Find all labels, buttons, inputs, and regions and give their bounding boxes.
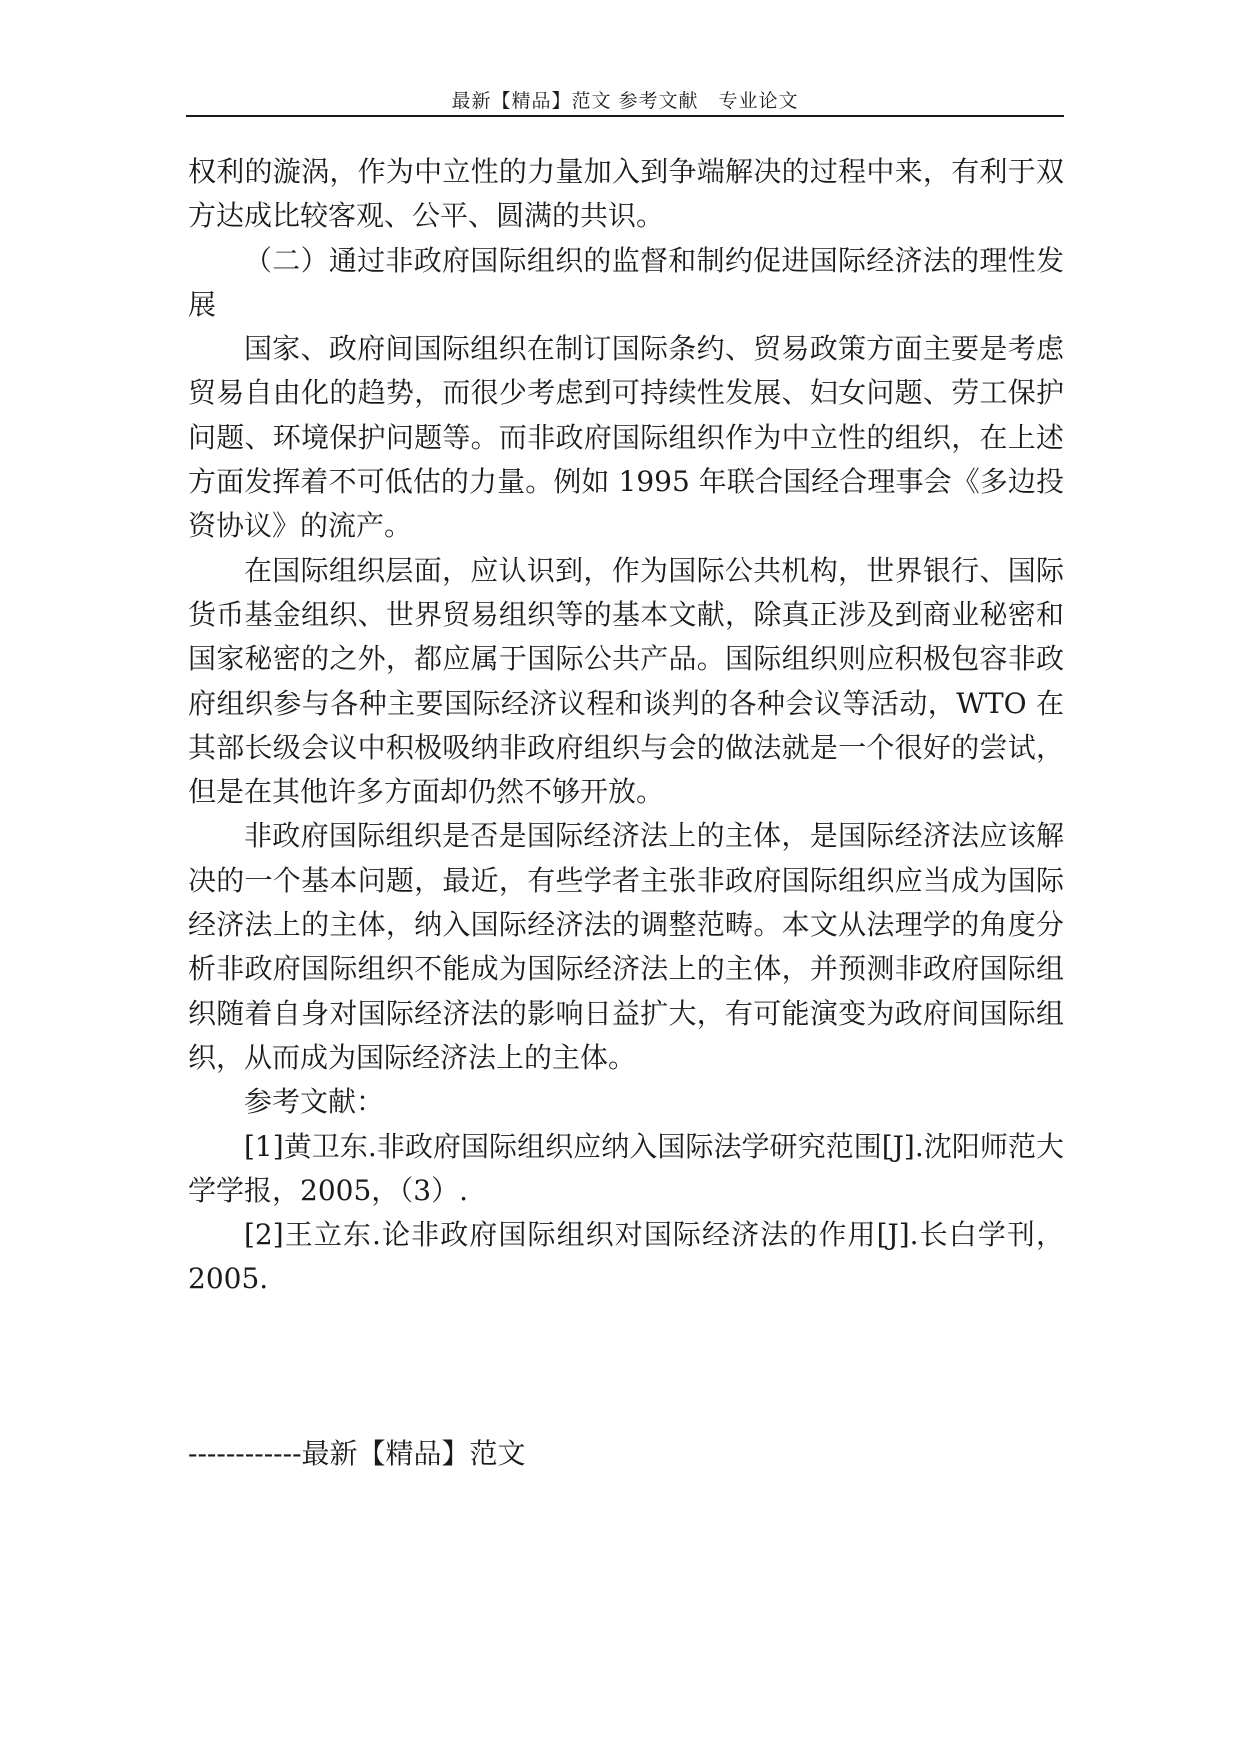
section-heading: （二）通过非政府国际组织的监督和制约促进国际经济法的理性发展: [188, 243, 1064, 321]
header-divider: [186, 115, 1064, 117]
reference-item: [2]王立东.论非政府国际组织对国际经济法的作用[J].长白学刊，2005.: [188, 1218, 1064, 1296]
page-header: 最新【精品】范文 参考文献 专业论文: [451, 90, 799, 112]
references-heading: 参考文献：: [244, 1085, 385, 1119]
paragraph: 非政府国际组织是否是国际经济法上的主体，是国际经济法应该解决的一个基本问题，最近，有些学者主张非政府国际组织应当成为国际经济法上的主体，纳入国际经济法的调整范畴。本文从法理学的角度分析非政府国际组织不能成为国际经济法上的主体，并预测非政府国际组织随着自身对国际经济法的影响日益扩大，有可能演变为政府间国际组织，从而成为国际经济法上的主体。: [188, 819, 1064, 1074]
document-body: [188, 150, 1064, 1302]
paragraph: 国家、政府间国际组织在制订国际条约、贸易政策方面主要是考虑贸易自由化的趋势，而很少考虑到可持续性发展、妇女问题、劳工保护问题、环境保护问题等。而非政府国际组织作为中立性的组织，在上述方面发挥着不可低估的力量。例如 1995 年联合国经合理事会《多边投资协议》的流产。: [188, 332, 1064, 543]
reference-item: [1]黄卫东.非政府国际组织应纳入国际法学研究范围[J].沈阳师范大学学报，2005，（3）.: [188, 1129, 1064, 1207]
paragraph-continuation: 权利的漩涡，作为中立性的力量加入到争端解决的过程中来，有利于双方达成比较客观、公平、圆满的共识。: [188, 155, 1064, 233]
paragraph: 在国际组织层面，应认识到，作为国际公共机构，世界银行、国际货币基金组织、世界贸易组织等的基本文献，除真正涉及到商业秘密和国家秘密的之外，都应属于国际公共产品。国际组织则应积极包容非政府组织参与各种主要国际经济议程和谈判的各种会议等活动，WTO 在其部长级会议中积极吸纳非政府组织与会的做法就是一个很好的尝试，但是在其他许多方面却仍然不够开放。: [188, 553, 1064, 809]
page-footer: ------------最新【精品】范文: [188, 1437, 526, 1470]
